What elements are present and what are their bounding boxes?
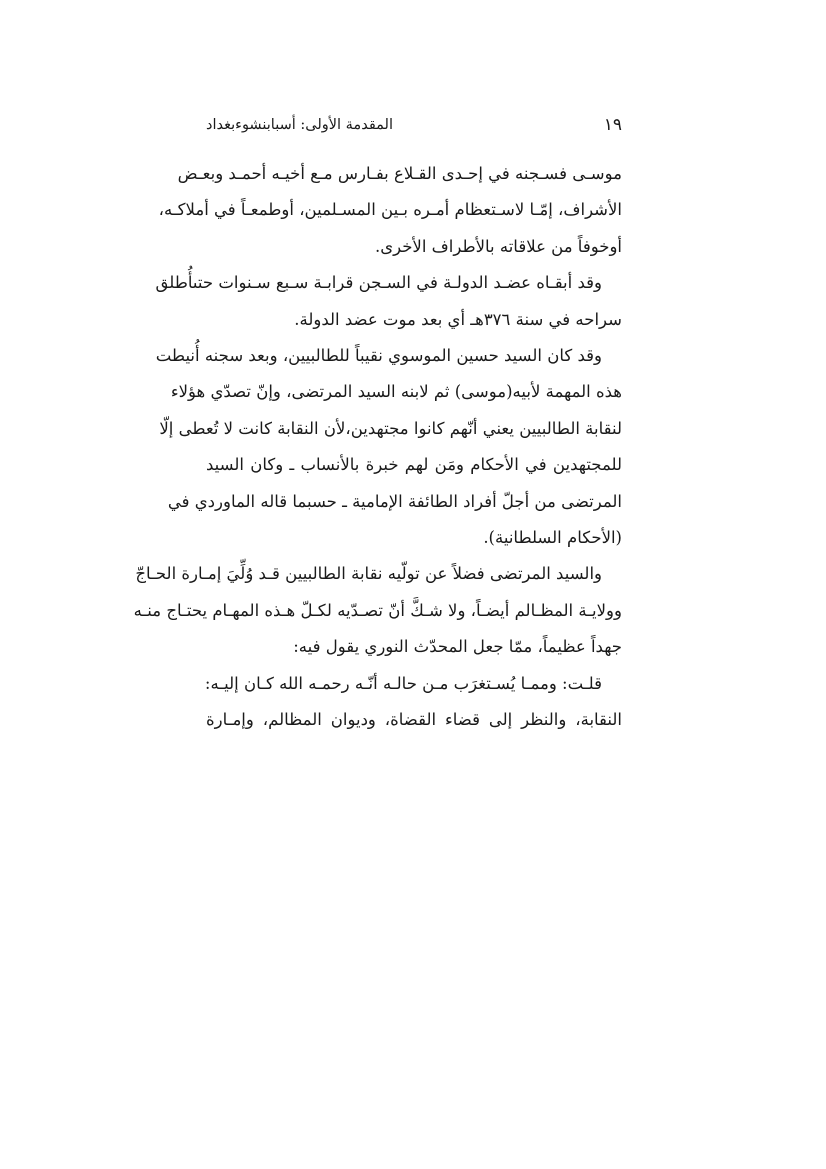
page-header bbox=[206, 112, 622, 138]
page-number: ١٩ bbox=[603, 115, 622, 135]
text-line: النقابة، والنظر إلى قضاء القضاة، وديوان المظالم، وإمـارة bbox=[206, 710, 622, 730]
text-line: هذه المهمة لأبيه(موسى) ثم لابنه السيد المرتضى، وإنّ تصدّي هؤلاء bbox=[170, 382, 622, 402]
text-line: وولايـة المظـالم أيضـاً، ولا شـكَّ أنّ تصـدّيه لكـلّ هـذه المهـام يحتـاج منـه bbox=[133, 600, 622, 620]
paragraph bbox=[158, 156, 622, 265]
text-line: المرتضى من أجلّ أفراد الطائفة الإمامية ـ حسبما قاله الماوردي في bbox=[167, 491, 622, 511]
text-line: لنقابة الطالبيين يعني أنّهم كانوا مجتهدين،لأن النقابة كانت لا تُعطى إلّا bbox=[159, 418, 622, 438]
text-line: وقد أبقـاه عضـد الدولـة في السـجن قرابـة سـبع سـنوات حتىأُطلق bbox=[155, 273, 602, 293]
text-line: والسيد المرتضى فضلاً عن تولّيه نقابة الطالبيين قـد وُلِّيَ إمـارة الحـاجّ bbox=[135, 564, 602, 584]
text-line: موسـى فسـجنه في إحـدى القـلاع بفـارس مـع أخيـه أحمـد وبعـض bbox=[177, 164, 622, 183]
paragraph bbox=[133, 556, 622, 665]
text-line: الأشراف، إمّـا لاسـتعظام أمـره بـين المسـلمين، أوطمعـاً في أملاكـه، bbox=[158, 200, 622, 220]
paragraph bbox=[206, 666, 622, 739]
paragraph bbox=[155, 338, 622, 556]
text-line: سراحه في سنة ٣٧٦هـ أي بعد موت عضد الدولة. bbox=[294, 309, 622, 329]
text-line: وقد كان السيد حسين الموسوي نقيباً للطالبيين، وبعد سجنه أُنيطت bbox=[155, 346, 602, 366]
running-title: المقدمة الأولى: أسبابنشوءبغداد bbox=[206, 117, 393, 133]
text-line: قلـت: وممـا يُسـتغرَب مـن حالـه أنّـه رحمـه الله كـان إليـه: bbox=[204, 673, 602, 693]
text-line: جهداً عظيماً، ممّا جعل المحدّث النوري يقول فيه: bbox=[293, 637, 622, 657]
text-line: للمجتهدين في الأحكام ومَن لهم خبرة بالأنساب ـ وكان السيد bbox=[206, 455, 622, 475]
body-text bbox=[133, 156, 622, 739]
paragraph bbox=[155, 265, 622, 338]
text-line: أوخوفاً من علاقاته بالأطراف الأخرى. bbox=[374, 236, 622, 256]
text-line: (الأحكام السلطانية). bbox=[483, 528, 622, 548]
